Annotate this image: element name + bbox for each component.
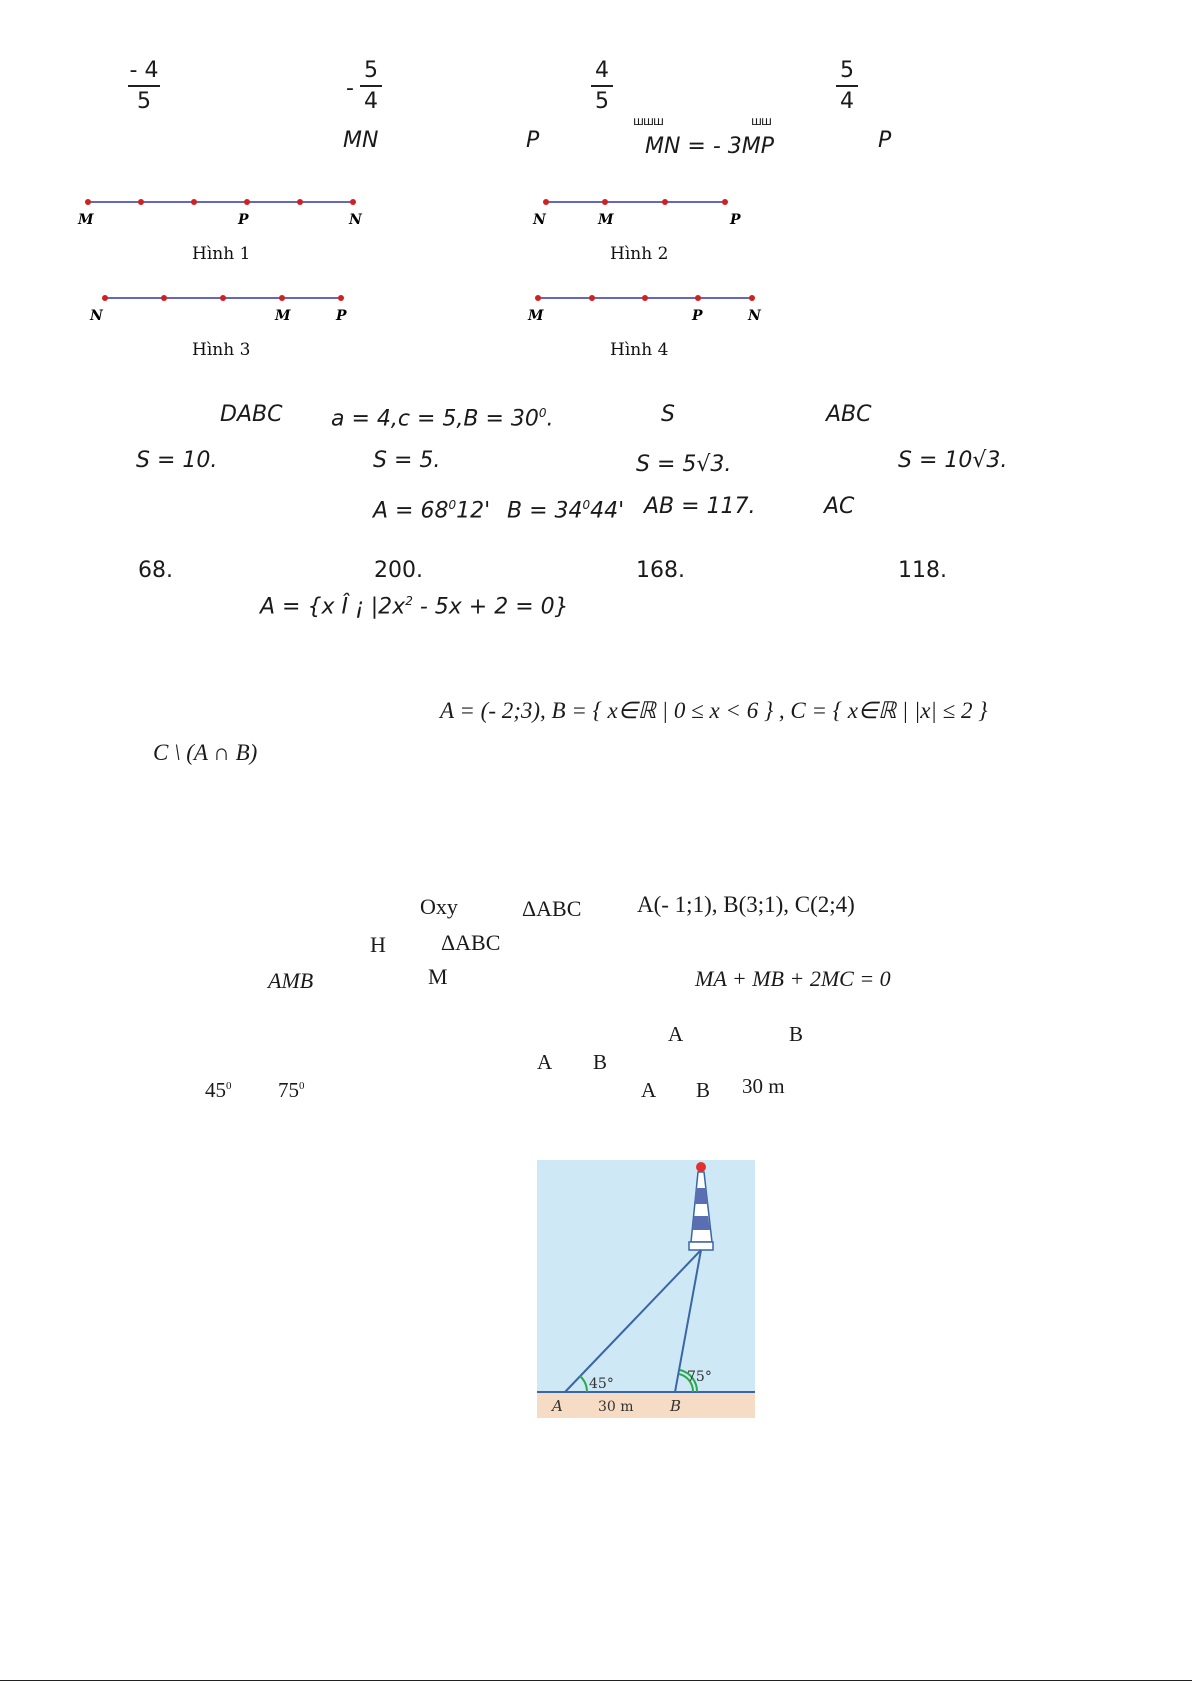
option-c: S = 5√3. [636, 452, 732, 477]
vector-equation: MA + MB + 2MC = 0 [695, 966, 891, 991]
option-b-fraction [360, 58, 382, 114]
area-symbol: S [661, 402, 675, 427]
figure-label: M [598, 212, 614, 228]
fraction-bar [591, 85, 613, 87]
fraction-numerator: 5 [364, 58, 378, 83]
distance-label: 30 m [598, 1399, 634, 1415]
option-b-sign: - [346, 76, 354, 101]
figure-label: N [533, 212, 546, 228]
fraction-denominator: 4 [364, 88, 378, 114]
point-label-a: A [552, 1397, 563, 1415]
figure-label: P [730, 212, 741, 228]
distance-30m: 30 m [742, 1074, 785, 1098]
option-d: 118. [898, 558, 947, 583]
figure-label: P [336, 308, 347, 324]
fraction-denominator: 4 [840, 88, 854, 114]
fraction-denominator: 5 [595, 88, 609, 114]
point-a: A [641, 1078, 657, 1102]
fraction-bar [128, 85, 160, 87]
point-label-b: B [670, 1397, 682, 1415]
triangle-name: DABC [220, 402, 283, 427]
point-m: M [428, 964, 448, 989]
figure-label: N [349, 212, 362, 228]
option-b: 200. [374, 558, 423, 583]
fraction-bar [360, 85, 382, 87]
option-c-fraction [591, 58, 613, 114]
set-a-definition: A = {x Î ¡ $|2x^2 - 5x + 2 = 0$} [260, 594, 569, 620]
angle-b-given: $B = 34^044'$ [507, 498, 625, 524]
figure-label: N [748, 308, 761, 324]
lighthouse-figure [537, 1160, 755, 1418]
figure-label: M [78, 212, 94, 228]
triangle-vertices: A(- 1;1), B(3;1), C(2;4) [637, 892, 855, 917]
angle-label-a: 45° [589, 1376, 614, 1392]
angle-75: $75^0$ [278, 1078, 305, 1102]
fraction-numerator: - 4 [129, 58, 159, 83]
point-a: A [537, 1050, 553, 1074]
figure-4-caption: Hình 4 [610, 340, 669, 360]
vector-mn: MN [343, 128, 379, 153]
option-b: S = 5. [373, 448, 441, 473]
triangle-givens: $a = 4,c = 5,B = 30^0$. [331, 406, 554, 432]
option-c: 168. [636, 558, 685, 583]
set-expression: C \ (A ∩ B) [153, 740, 258, 765]
fraction-bar [836, 85, 858, 87]
figure-2-segment [530, 188, 760, 228]
figure-2-caption: Hình 2 [610, 244, 669, 264]
point-a: A [668, 1022, 684, 1046]
figure-3-caption: Hình 3 [192, 340, 251, 360]
figure-1-caption: Hình 1 [192, 244, 251, 264]
fraction-numerator: 4 [595, 58, 609, 83]
point-h: H [370, 932, 386, 957]
side-ab-given: AB = 117. [644, 494, 756, 519]
sky [537, 1160, 755, 1392]
option-d: S = 10√3. [898, 448, 1008, 473]
figure-label: N [90, 308, 103, 324]
point-p: P [526, 128, 540, 153]
point-p: P [878, 128, 892, 153]
option-d-fraction [836, 58, 858, 114]
option-a: S = 10. [136, 448, 218, 473]
angle-label-b: 75° [687, 1369, 712, 1385]
vector-arrow-mark: ꟺꟺꟺ [633, 114, 663, 128]
vector-equation: MN = - 3MP [645, 134, 775, 159]
side-ac: AC [824, 494, 855, 519]
sand [537, 1392, 755, 1418]
figure-label: M [275, 308, 291, 324]
figure-label: P [692, 308, 703, 324]
point-b: B [593, 1050, 608, 1074]
figure-3-segment [88, 284, 368, 324]
sets-definition: A = (- 2;3), B = { x∈ℝ | 0 ≤ x < 6 } , C = { x∈ℝ | |x| ≤ 2 } [440, 698, 988, 723]
angle-amb: AMB [268, 968, 314, 993]
triangle-abc: ABC [826, 402, 872, 427]
fraction-numerator: 5 [840, 58, 854, 83]
option-a: 68. [138, 558, 173, 583]
coordinate-system: Oxy [420, 894, 458, 919]
page-bottom-rule [0, 1680, 1192, 1681]
fraction-denominator: 5 [137, 88, 151, 114]
figure-label: P [238, 212, 249, 228]
triangle-abc: ΔABC [522, 896, 582, 921]
vector-arrow-mark: ꟺꟺ [751, 114, 771, 128]
figure-label: M [528, 308, 544, 324]
point-b: B [696, 1078, 711, 1102]
point-b: B [789, 1022, 804, 1046]
triangle-abc: ΔABC [441, 930, 501, 955]
option-a-fraction [128, 58, 160, 114]
angle-a-given: $A = 68^012'$ [373, 498, 491, 524]
angle-45: $45^0$ [205, 1078, 232, 1102]
figure-4-segment [520, 284, 770, 324]
figure-1-segment [70, 188, 390, 228]
